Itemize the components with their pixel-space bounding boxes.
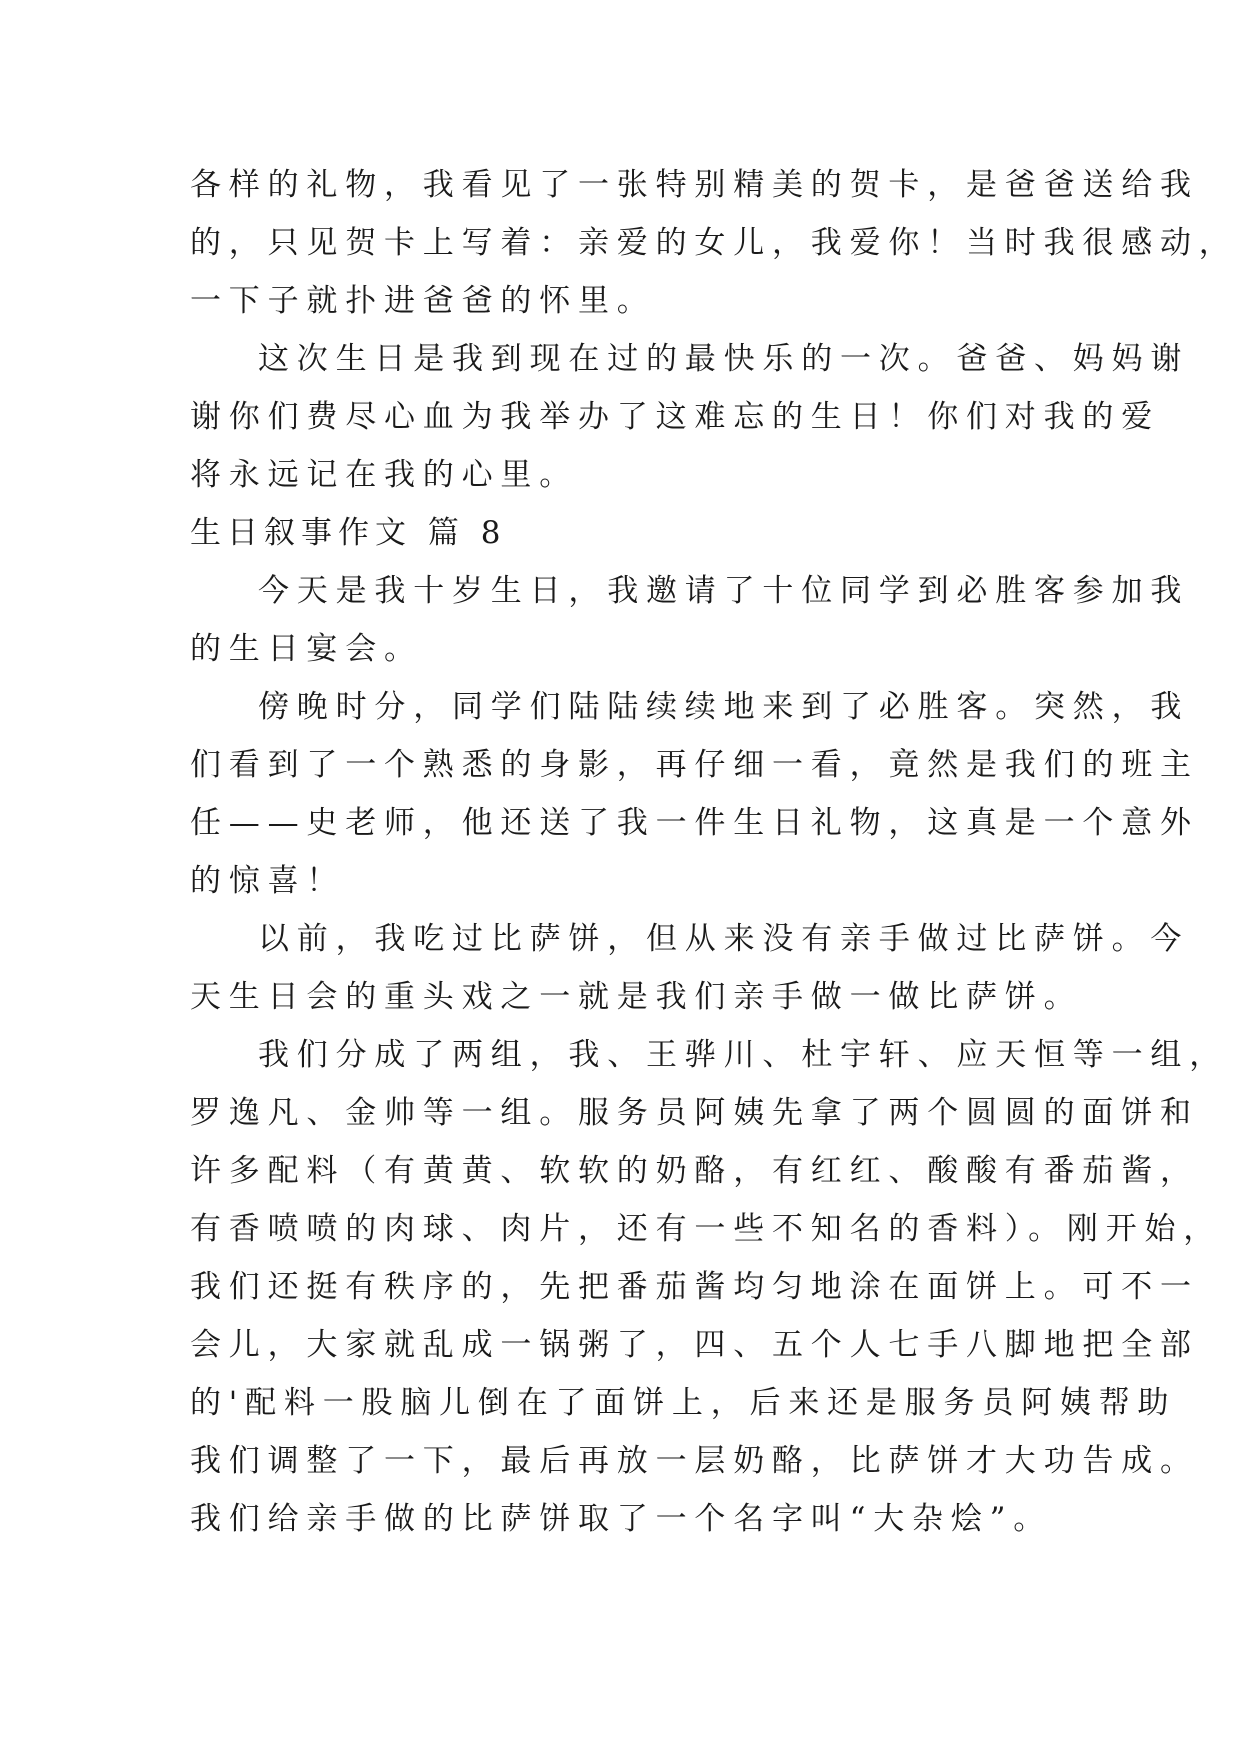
text-line: 谢你们费尽心血为我举办了这难忘的生日！你们对我的爱: [190, 399, 1160, 435]
text-line: 这次生日是我到现在过的最快乐的一次。爸爸、妈妈谢: [258, 341, 1190, 377]
text-line: 许多配料（有黄黄、软软的奶酪，有红红、酸酸有番茄酱，: [190, 1153, 1199, 1189]
text-line: 的'配料一股脑儿倒在了面饼上，后来还是服务员阿姨帮助: [190, 1385, 1177, 1421]
text-line: 有香喷喷的肉球、肉片，还有一些不知名的香料）。刚开始，: [190, 1211, 1223, 1247]
text-line: 任——史老师，他还送了我一件生日礼物，这真是一个意外: [190, 805, 1199, 841]
text-line: 今天是我十岁生日，我邀请了十位同学到必胜客参加我: [258, 573, 1190, 609]
text-line: 的惊喜！: [190, 863, 346, 899]
text-line: 的，只见贺卡上写着：亲爱的女儿，我爱你！当时我很感动，: [190, 225, 1238, 261]
text-line: 各样的礼物，我看见了一张特别精美的贺卡，是爸爸送给我: [190, 167, 1199, 203]
text-line: 我们给亲手做的比萨饼取了一个名字叫“大杂烩”。: [190, 1501, 1053, 1537]
text-line: 我们分成了两组，我、王骅川、杜宇轩、应天恒等一组，: [258, 1037, 1228, 1073]
text-line: 傍晚时分，同学们陆陆续续地来到了必胜客。突然，我: [258, 689, 1190, 725]
text-line: 们看到了一个熟悉的身影，再仔细一看，竟然是我们的班主: [190, 747, 1199, 783]
text-line: 我们还挺有秩序的，先把番茄酱均匀地涂在面饼上。可不一: [190, 1269, 1199, 1305]
text-line: 将永远记在我的心里。: [190, 457, 578, 493]
text-line: 会儿，大家就乱成一锅粥了，四、五个人七手八脚地把全部: [190, 1327, 1199, 1363]
text-line: 天生日会的重头戏之一就是我们亲手做一做比萨饼。: [190, 979, 1083, 1015]
text-line: 以前，我吃过比萨饼，但从来没有亲手做过比萨饼。今: [258, 921, 1190, 957]
text-line: 的生日宴会。: [190, 631, 423, 667]
text-line: 我们调整了一下，最后再放一层奶酪，比萨饼才大功告成。: [190, 1443, 1199, 1479]
text-line: 罗逸凡、金帅等一组。服务员阿姨先拿了两个圆圆的面饼和: [190, 1095, 1199, 1131]
document-body: [190, 156, 1238, 1548]
section-heading: 生日叙事作文 篇 8: [190, 515, 507, 551]
text-line: 一下子就扑进爸爸的怀里。: [190, 283, 656, 319]
